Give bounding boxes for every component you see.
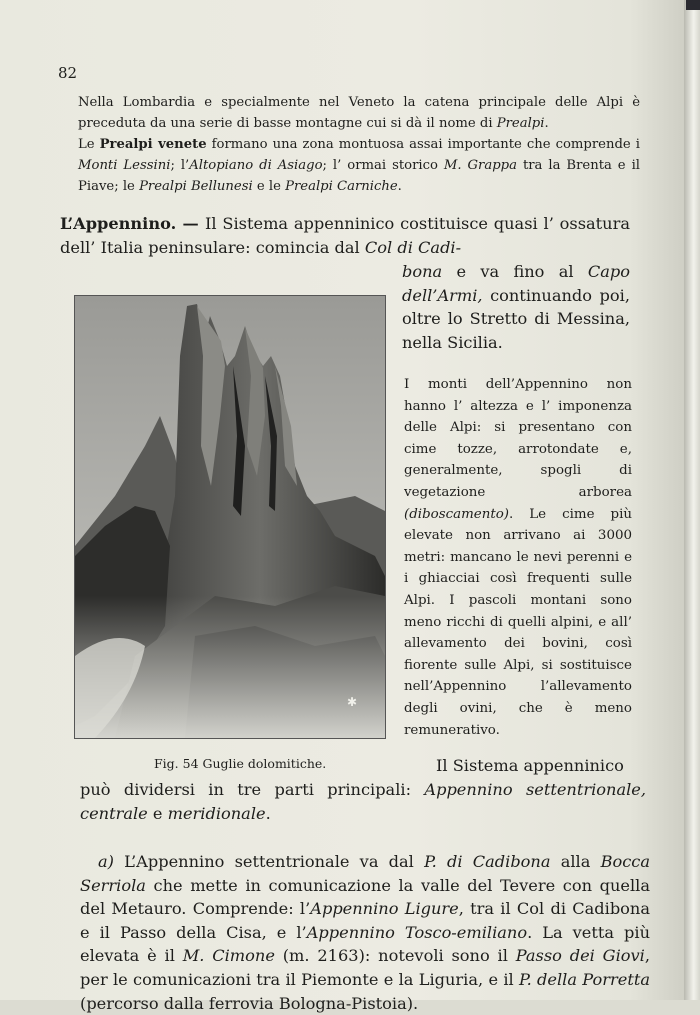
text-run: (percorso dalla ferrovia Bologna-Pistoia). bbox=[80, 993, 419, 1013]
text-run: Nella Lombardia e specialmente nel Veneto la catena principale delle Alpi è preceduta da una serie di basse montagne cui si dà il nome di bbox=[78, 95, 640, 131]
appennino-intro-continued bbox=[402, 260, 630, 354]
division-sentence bbox=[80, 778, 646, 825]
term: Monti Lessini bbox=[78, 158, 171, 173]
term: Bocca Serriola bbox=[80, 852, 650, 895]
text-run: Il Sistema appenninico costituisce quasi l’ ossatura dell’ Italia peninsulare: comincia dal bbox=[60, 214, 630, 257]
page-number: 82 bbox=[58, 64, 78, 82]
subsection-heading: L’Appennino settentrionale bbox=[124, 852, 350, 871]
term: Altopiano di Asiago bbox=[189, 158, 323, 173]
term: M. Cimone bbox=[182, 946, 275, 966]
term-prealpi-venete: Prealpi venete bbox=[99, 137, 207, 152]
text-run: può dividersi in tre parti principali: bbox=[80, 780, 425, 799]
appennino-intro bbox=[60, 212, 630, 259]
text-run: continuando poi, oltre lo Stretto di Messina, nella Sicilia. bbox=[402, 285, 630, 352]
figure-caption: Fig. 54 Guglie dolomitiche. bbox=[154, 756, 327, 771]
text-run: Le bbox=[78, 137, 100, 152]
prealpi-paragraph-2 bbox=[78, 134, 640, 197]
text-run: I monti dell’Appennino non hanno l’ altezza e l’ imponenza delle Alpi: si presentano con cime tozze, arrotondate e, generalmente, spogli di vegetazione arborea bbox=[404, 377, 632, 500]
term: Col di Cadi- bbox=[364, 237, 462, 257]
term: meridionale bbox=[167, 803, 266, 823]
term: M. Grappa bbox=[443, 158, 517, 173]
text-run: — bbox=[176, 214, 206, 233]
text-run: ; l’ bbox=[170, 158, 190, 173]
text-run: va dal bbox=[349, 852, 425, 871]
text-run: . Le cime più elevate non arrivano ai 3000 metri: mancano le nevi perenni e i ghiacciai così frequenti sulle Alpi. I pascoli montani sono meno ricchi di quelli alpini, e all’ allevamento dei bovini, così fiorente sulle Alpi, si sostituisce nell’Appennino l’allevamento degli ovini, che è meno remunerativo. bbox=[404, 506, 632, 738]
term: P. della Porretta bbox=[518, 969, 650, 989]
text-run: formano una zona montuosa assai importante che comprende i bbox=[206, 137, 640, 152]
term: Appennino Ligure bbox=[310, 899, 459, 919]
term: Prealpi Bellunesi bbox=[139, 179, 253, 194]
term: P. di Cadibona bbox=[424, 852, 551, 871]
text-run: . bbox=[265, 803, 271, 823]
text-run: , tra il Col di Cadibona e il Passo della Cisa, e l’ bbox=[80, 899, 651, 942]
term: Prealpi Carniche bbox=[285, 179, 398, 194]
text-run: e le bbox=[252, 179, 286, 194]
text-run: . La vetta più elevata è il bbox=[80, 922, 651, 966]
term: centrale bbox=[80, 803, 148, 823]
photo-dolomite-spires bbox=[75, 296, 385, 738]
text-run: . bbox=[397, 179, 402, 194]
text-run: e bbox=[147, 803, 168, 823]
settentrionale-paragraph bbox=[80, 850, 650, 1015]
prealpi-paragraph-1 bbox=[78, 92, 640, 134]
term-prealpi: Prealpi bbox=[496, 116, 545, 131]
term: Appennino settentrionale, bbox=[424, 780, 646, 799]
term: Capo dell’Armi, bbox=[402, 262, 630, 305]
text-run: , per le comunicazioni tra il Piemonte e la Liguria, e il bbox=[80, 946, 651, 989]
text-run: e va fino al bbox=[442, 262, 588, 281]
text-run: tra la Brenta e il Piave; le bbox=[78, 158, 641, 194]
term: Appennino Tosco-emiliano bbox=[306, 922, 528, 942]
corner-tab bbox=[686, 0, 700, 10]
figure-dolomite-spires bbox=[74, 295, 386, 739]
section-heading: L’Appennino. bbox=[60, 214, 177, 233]
division-sentence-start: Il Sistema appenninico bbox=[436, 756, 624, 775]
text-run: (m. 2163): notevoli sono il bbox=[274, 946, 516, 966]
term: Passo dei Giovi bbox=[515, 946, 645, 966]
text-run: alla bbox=[550, 852, 601, 871]
term: bona bbox=[402, 262, 443, 281]
page-edge bbox=[684, 0, 700, 1000]
text-run: . bbox=[544, 116, 549, 131]
appennino-description-column bbox=[404, 374, 632, 741]
text-run: a) bbox=[98, 852, 125, 871]
term-diboscamento: (diboscamento) bbox=[404, 506, 509, 522]
svg-text:✱: ✱ bbox=[347, 695, 358, 709]
text-run: che mette in comunicazione la valle del Tevere con quella del Metauro. Comprende: l’ bbox=[80, 875, 650, 919]
text-run: ; l’ ormai storico bbox=[322, 158, 444, 173]
